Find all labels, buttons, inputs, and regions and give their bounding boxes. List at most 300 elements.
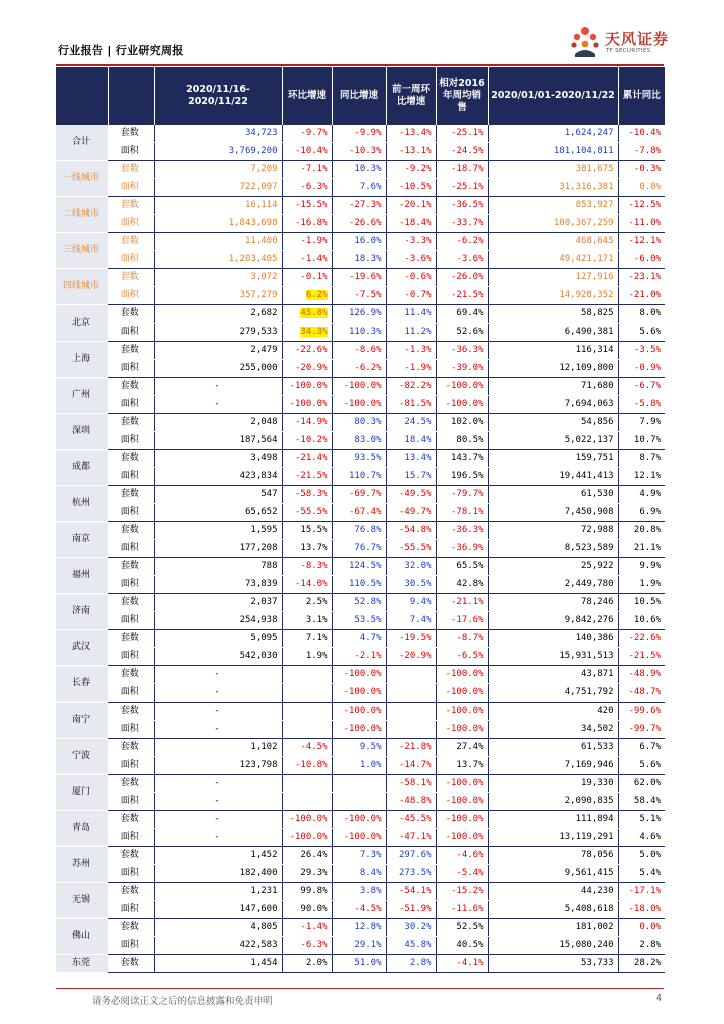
cell-value: 54,856	[580, 416, 614, 427]
metric-label: 面积	[108, 648, 154, 666]
table-row	[56, 882, 665, 900]
cell-value: -39.0%	[450, 362, 484, 373]
table-cell	[488, 955, 618, 973]
table-cell	[282, 449, 332, 467]
table-cell	[488, 431, 618, 449]
table-cell	[154, 485, 282, 503]
cell-value: 61,530	[580, 488, 614, 499]
cell-value: 7,209	[250, 164, 278, 175]
cell-value: 65.5%	[456, 561, 484, 572]
table-cell	[618, 630, 665, 648]
cell-value: -4.6%	[456, 849, 484, 860]
cell-value: -67.4%	[348, 507, 382, 517]
cell-value: 357,279	[239, 290, 278, 301]
table-cell	[618, 594, 665, 612]
table-row	[56, 901, 665, 919]
table-cell	[154, 143, 282, 161]
cell-value: 279,533	[239, 326, 278, 337]
table-cell	[332, 612, 386, 630]
cell-value: -11.6%	[450, 904, 484, 915]
column-header: 前一周环比增速	[386, 67, 436, 125]
table-row	[56, 810, 665, 828]
table-row	[56, 720, 665, 738]
cell-value: -6.2%	[456, 236, 484, 247]
table-cell	[488, 540, 618, 558]
cell-value: 1.0%	[359, 759, 382, 770]
tf-logo-icon	[569, 24, 601, 60]
cell-value: 123,798	[239, 759, 278, 770]
table-cell	[282, 305, 332, 323]
table-cell	[436, 323, 488, 341]
table-cell	[332, 485, 386, 503]
cell-value: 7.9%	[639, 416, 661, 427]
table-cell	[386, 810, 436, 828]
cell-value: 5,022,137	[564, 434, 614, 445]
table-cell	[618, 882, 665, 900]
cell-value: 13,119,291	[559, 831, 614, 842]
table-cell	[386, 287, 436, 305]
table-cell	[332, 648, 386, 666]
column-header: 环比增速	[282, 67, 332, 125]
table-cell	[332, 955, 386, 973]
table-cell	[332, 341, 386, 359]
table-cell	[154, 612, 282, 630]
table-cell	[332, 449, 386, 467]
city-label: 苏州	[56, 846, 108, 882]
cell-value: 4.6%	[639, 831, 661, 842]
table-cell	[282, 810, 332, 828]
table-cell	[488, 828, 618, 846]
cell-value: 159,751	[575, 452, 614, 463]
cell-value: -10.2%	[294, 434, 328, 445]
cell-value: 12.1%	[633, 470, 661, 481]
report-header: 行业报告 | 行业研究周报	[58, 44, 184, 57]
table-cell	[618, 251, 665, 269]
cell-value: 422,583	[239, 940, 278, 951]
cell-value: 110.7%	[348, 470, 382, 481]
table-cell	[618, 197, 665, 215]
cell-value: 76.8%	[354, 525, 382, 536]
cell-value: -17.1%	[628, 885, 661, 896]
cell-value: -20.1%	[398, 200, 432, 211]
table-cell	[282, 612, 332, 630]
table-cell	[332, 215, 386, 233]
cell-value: 13.4%	[404, 452, 432, 463]
metric-label: 套数	[108, 161, 154, 179]
table-cell	[436, 901, 488, 919]
cell-value: -26.0%	[450, 272, 484, 283]
cell-value: 5,408,618	[564, 904, 614, 915]
cell-value: 182,400	[239, 867, 278, 878]
table-cell	[386, 503, 436, 521]
table-cell	[282, 540, 332, 558]
cell-value: -100.0%	[343, 669, 382, 680]
table-cell	[488, 287, 618, 305]
table-row	[56, 540, 665, 558]
table-cell	[332, 937, 386, 955]
cell-value: -24.5%	[450, 146, 484, 157]
cell-value: -10.8%	[294, 759, 328, 770]
table-row	[56, 955, 665, 973]
table-cell	[436, 576, 488, 594]
cell-value: -21.1%	[450, 597, 484, 608]
cell-value: -	[214, 795, 220, 806]
cell-value: -36.9%	[450, 543, 484, 554]
table-cell	[154, 449, 282, 467]
table-cell	[154, 937, 282, 955]
table-cell	[332, 413, 386, 431]
table-cell	[618, 774, 665, 792]
table-cell	[488, 937, 618, 955]
cell-value: -7.8%	[633, 146, 661, 157]
cell-value: -12.5%	[628, 200, 661, 211]
cell-value: -2.1%	[354, 651, 382, 662]
table-cell	[154, 702, 282, 720]
table-cell	[282, 431, 332, 449]
city-label: 南宁	[56, 702, 108, 738]
cell-value: 12.8%	[354, 922, 382, 933]
cell-value: 297.6%	[398, 849, 432, 860]
table-cell	[618, 666, 665, 684]
table-cell	[154, 540, 282, 558]
table-cell	[154, 919, 282, 937]
table-cell	[332, 828, 386, 846]
table-cell	[436, 503, 488, 521]
city-label: 武汉	[56, 630, 108, 666]
table-cell	[154, 377, 282, 395]
cell-value: -100.0%	[343, 813, 382, 824]
city-label: 杭州	[56, 485, 108, 521]
cell-value: 5.4%	[639, 867, 661, 878]
page-number: 4	[656, 993, 663, 1004]
cell-value: -17.6%	[450, 615, 484, 626]
cell-value: -36.3%	[450, 525, 484, 536]
table-cell	[332, 395, 386, 413]
table-row	[56, 666, 665, 684]
table-cell	[488, 233, 618, 251]
table-cell	[282, 323, 332, 341]
header-rule	[56, 64, 664, 66]
cell-value: 301,675	[575, 164, 614, 175]
table-cell	[282, 576, 332, 594]
cell-value: -1.4%	[300, 254, 328, 265]
table-cell	[154, 684, 282, 702]
table-cell	[436, 612, 488, 630]
table-cell	[488, 503, 618, 521]
table-row	[56, 937, 665, 955]
cell-value: 18.3%	[354, 254, 382, 265]
table-cell	[488, 684, 618, 702]
cell-value: 9.4%	[409, 597, 432, 608]
table-cell	[488, 901, 618, 919]
cell-value: -45.5%	[398, 813, 432, 824]
table-row	[56, 576, 665, 594]
cell-value: -51.9%	[398, 904, 432, 915]
table-cell	[332, 503, 386, 521]
table-row	[56, 305, 665, 323]
metric-label: 套数	[108, 702, 154, 720]
cell-value: -48.9%	[628, 669, 661, 680]
cell-value: -21.0%	[628, 290, 661, 301]
table-cell	[386, 919, 436, 937]
cell-value: 8.7%	[639, 452, 661, 463]
city-label: 一线城市	[56, 161, 108, 197]
table-cell	[154, 558, 282, 576]
table-cell	[386, 467, 436, 485]
table-cell	[386, 341, 436, 359]
table-cell	[488, 197, 618, 215]
table-cell	[332, 125, 386, 143]
cell-value: -20.9%	[398, 651, 432, 662]
table-cell	[282, 594, 332, 612]
table-cell	[436, 522, 488, 540]
cell-value: 11.4%	[404, 308, 432, 319]
table-cell	[332, 179, 386, 197]
table-cell	[488, 377, 618, 395]
cell-value: 53.5%	[354, 615, 382, 626]
metric-label: 面积	[108, 323, 154, 341]
table-cell	[436, 287, 488, 305]
table-cell	[386, 901, 436, 919]
cell-value: -54.1%	[398, 885, 432, 896]
cell-value: 11.2%	[404, 326, 432, 337]
column-header: 2020/01/01-2020/11/22	[488, 67, 618, 125]
cell-value: 83.0%	[354, 434, 382, 445]
table-cell	[332, 756, 386, 774]
table-cell	[332, 467, 386, 485]
cell-value: -10.4%	[294, 146, 328, 157]
table-cell	[154, 287, 282, 305]
table-cell	[436, 756, 488, 774]
cell-value: -7.5%	[354, 290, 382, 301]
table-row	[56, 594, 665, 612]
cell-value: 4,805	[250, 922, 278, 933]
cell-value: 8,523,589	[564, 543, 614, 554]
metric-label: 面积	[108, 359, 154, 377]
table-cell	[332, 792, 386, 810]
cell-value: 78,056	[580, 849, 614, 860]
city-label: 成都	[56, 449, 108, 485]
table-cell	[618, 540, 665, 558]
metric-label: 面积	[108, 576, 154, 594]
table-cell	[332, 269, 386, 287]
metric-label: 套数	[108, 666, 154, 684]
table-cell	[436, 828, 488, 846]
table-cell	[282, 359, 332, 377]
table-cell	[282, 377, 332, 395]
cell-value: -100.0%	[445, 723, 484, 734]
metric-label: 面积	[108, 828, 154, 846]
table-cell	[618, 377, 665, 395]
table-cell	[386, 666, 436, 684]
cell-value: 15.5%	[300, 525, 328, 536]
cell-value: 254,938	[239, 615, 278, 626]
table-cell	[282, 648, 332, 666]
table-cell	[618, 522, 665, 540]
cell-value: 7.1%	[305, 633, 328, 644]
table-cell	[436, 846, 488, 864]
table-row	[56, 143, 665, 161]
table-cell	[386, 864, 436, 882]
cell-value: -36.3%	[450, 344, 484, 355]
table-cell	[618, 179, 665, 197]
table-cell	[386, 846, 436, 864]
cell-value: -9.9%	[354, 128, 382, 139]
metric-label: 面积	[108, 720, 154, 738]
table-cell	[488, 576, 618, 594]
table-cell	[488, 810, 618, 828]
cell-value: 2,449,780	[564, 579, 614, 590]
cell-value: -22.6%	[628, 633, 661, 644]
cell-value: -100.0%	[445, 687, 484, 698]
table-cell	[154, 341, 282, 359]
city-label: 南京	[56, 522, 108, 558]
metric-label: 套数	[108, 377, 154, 395]
cell-value: 3,769,200	[228, 146, 278, 157]
table-cell	[154, 431, 282, 449]
cell-value: -10.5%	[398, 182, 432, 193]
table-cell	[488, 648, 618, 666]
table-cell	[332, 738, 386, 756]
cell-value: 51.0%	[354, 958, 382, 969]
table-cell	[618, 810, 665, 828]
table-cell	[436, 540, 488, 558]
table-cell	[386, 522, 436, 540]
cell-value: -	[214, 669, 220, 680]
table-cell	[436, 305, 488, 323]
cell-value: -3.5%	[633, 344, 661, 355]
cell-value: -14.7%	[398, 759, 432, 770]
table-row	[56, 341, 665, 359]
table-cell	[618, 413, 665, 431]
table-cell	[386, 558, 436, 576]
metric-label: 套数	[108, 341, 154, 359]
metric-label: 面积	[108, 143, 154, 161]
cell-value: 10.3%	[354, 164, 382, 175]
cell-value: 423,834	[239, 470, 278, 481]
cell-value: -6.7%	[633, 380, 661, 391]
table-cell	[386, 161, 436, 179]
table-cell	[282, 901, 332, 919]
cell-value: -100.0%	[445, 669, 484, 680]
table-cell	[618, 955, 665, 973]
cell-value: 2,048	[250, 416, 278, 427]
table-cell	[154, 594, 282, 612]
sales-table	[56, 67, 665, 973]
cell-value: 44,230	[580, 885, 614, 896]
cell-value: 273.5%	[398, 867, 432, 878]
table-cell	[154, 630, 282, 648]
table-row	[56, 828, 665, 846]
cell-value: -3.3%	[404, 236, 432, 247]
table-cell	[618, 305, 665, 323]
table-cell	[154, 215, 282, 233]
cell-value: -1.9%	[300, 236, 328, 247]
cell-value: 30.2%	[404, 922, 432, 933]
table-cell	[386, 774, 436, 792]
table-cell	[282, 485, 332, 503]
city-label: 东莞	[56, 955, 108, 973]
table-row	[56, 630, 665, 648]
table-cell	[282, 233, 332, 251]
table-cell	[282, 179, 332, 197]
table-cell	[332, 522, 386, 540]
cell-value: 853,927	[575, 200, 614, 211]
table-cell	[386, 828, 436, 846]
city-label: 无锡	[56, 882, 108, 918]
table-cell	[436, 341, 488, 359]
table-cell	[282, 558, 332, 576]
cell-value: 10.7%	[633, 434, 661, 445]
cell-value: -23.1%	[628, 272, 661, 283]
cell-value: 2,479	[250, 344, 278, 355]
cell-value: -55.5%	[294, 507, 328, 517]
cell-value: -100.0%	[445, 777, 484, 788]
table-cell	[436, 738, 488, 756]
cell-value: 26.4%	[300, 849, 328, 860]
table-cell	[618, 503, 665, 521]
table-cell	[282, 287, 332, 305]
table-cell	[282, 630, 332, 648]
table-cell	[488, 467, 618, 485]
cell-value: -19.5%	[398, 633, 432, 644]
table-cell	[282, 251, 332, 269]
cell-value: -6.2%	[354, 362, 382, 373]
table-row	[56, 864, 665, 882]
table-cell	[436, 702, 488, 720]
cell-value: -15.2%	[450, 885, 484, 896]
table-cell	[282, 720, 332, 738]
table-cell	[436, 684, 488, 702]
cell-value: 58,825	[580, 308, 614, 319]
table-cell	[332, 666, 386, 684]
cell-value: 4,751,792	[564, 687, 614, 698]
table-row	[56, 522, 665, 540]
table-cell	[282, 503, 332, 521]
cell-value: 7,450,908	[564, 507, 614, 517]
table-cell	[386, 431, 436, 449]
cell-value: -100.0%	[445, 705, 484, 716]
table-cell	[282, 882, 332, 900]
cell-value: -6.3%	[300, 940, 328, 951]
cell-value: 1.9%	[305, 651, 328, 662]
cell-value: 124.5%	[348, 561, 382, 572]
cell-value: 3.1%	[305, 615, 328, 626]
table-cell	[618, 233, 665, 251]
cell-value: -14.0%	[294, 579, 328, 590]
table-cell	[154, 413, 282, 431]
table-cell	[488, 666, 618, 684]
table-cell	[436, 955, 488, 973]
metric-label: 面积	[108, 864, 154, 882]
cell-value: -14.9%	[294, 416, 328, 427]
table-cell	[618, 756, 665, 774]
table-cell	[282, 161, 332, 179]
table-row	[56, 792, 665, 810]
table-cell	[386, 792, 436, 810]
table-cell	[386, 576, 436, 594]
cell-value: -100.0%	[343, 831, 382, 842]
cell-value: 5.6%	[639, 759, 661, 770]
table-cell	[436, 648, 488, 666]
table-cell	[386, 648, 436, 666]
table-cell	[488, 485, 618, 503]
cell-value: 20.8%	[633, 525, 661, 536]
cell-value: -22.6%	[294, 344, 328, 355]
cell-value: -	[214, 813, 220, 824]
table-cell	[386, 630, 436, 648]
metric-label: 套数	[108, 269, 154, 287]
